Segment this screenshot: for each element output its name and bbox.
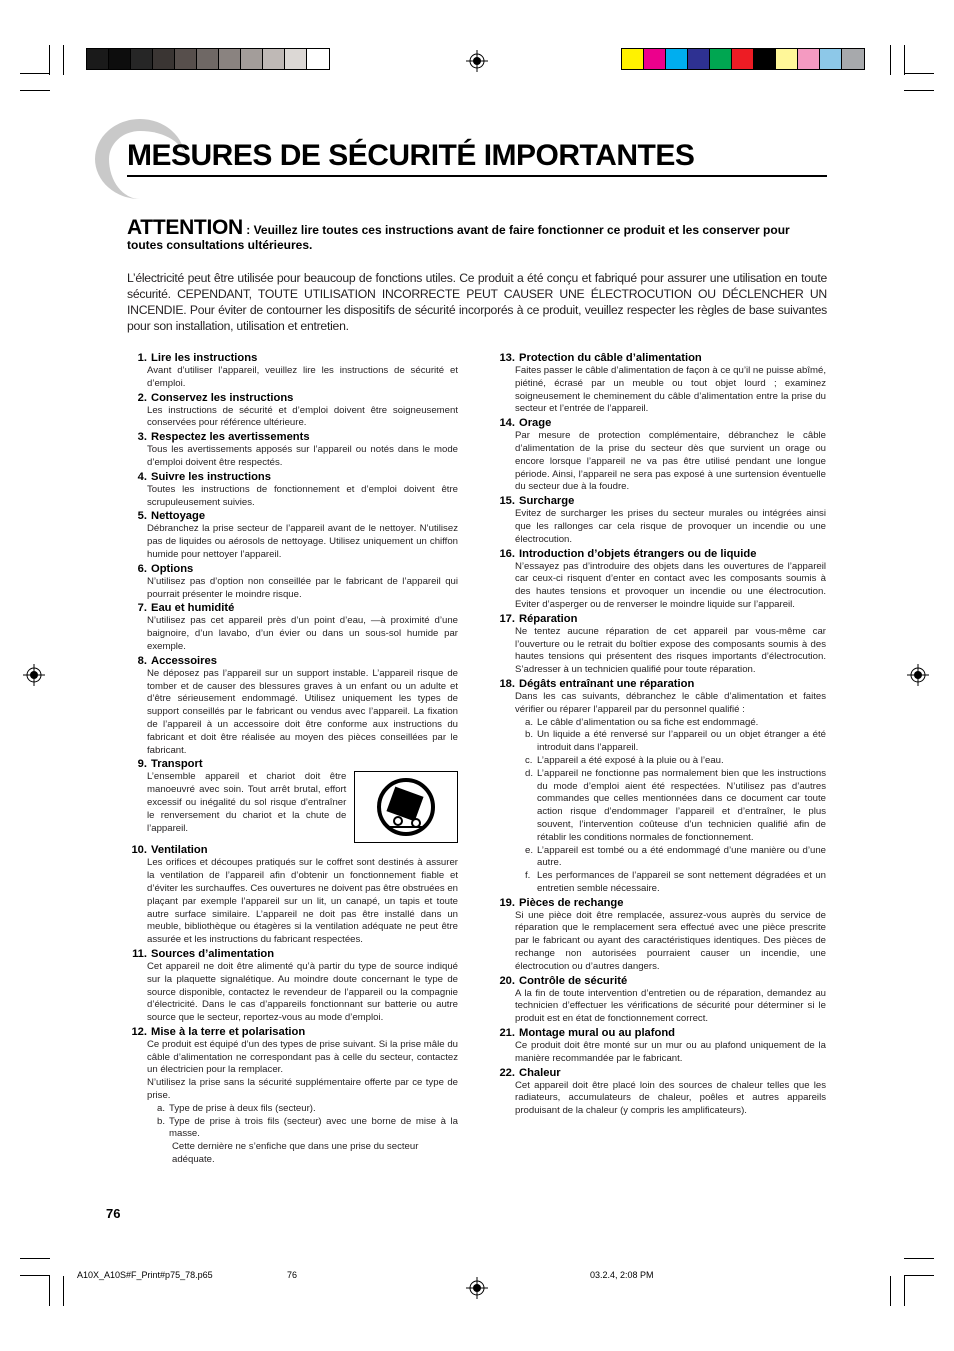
item-number: 20. — [499, 974, 515, 987]
attention-text: : Veuillez lire toutes ces instructions avant de faire fonctionner ce produit et les conserver pour toutes consultations ultérieures. — [127, 223, 790, 252]
item-title — [127, 352, 458, 365]
color-swatch — [732, 49, 754, 69]
item-title — [495, 897, 826, 910]
item-title-text: Eau et humidité — [151, 602, 235, 615]
footer-date: 03.2.4, 2:08 PM — [590, 1270, 654, 1280]
sub-item-marker: f. — [525, 870, 531, 882]
color-swatch — [307, 49, 329, 69]
sub-item-text: Type de prise à deux fils (secteur). — [169, 1102, 316, 1114]
crop-mark — [20, 1258, 50, 1259]
list-item — [495, 352, 826, 416]
sub-item — [495, 717, 826, 730]
item-number: 15. — [499, 495, 515, 508]
item-title — [495, 548, 826, 561]
sub-item-text: L’appareil est tombé ou a été endommagé d’une manière ou d’une autre. — [537, 844, 826, 869]
color-swatch — [754, 49, 776, 69]
page-number: 76 — [106, 1206, 121, 1221]
item-title-text: Réparation — [519, 612, 578, 625]
sub-item-text: Le câble d’alimentation ou sa fiche est endommagé. — [537, 716, 759, 728]
item-body: N’utilisez pas cet appareil près d’un point d’eau, —à proximité d’une baignoire, d’un lavabo, d’un évier ou dans un sous-sol humide par exemple. — [147, 615, 458, 652]
item-title — [495, 1027, 826, 1040]
list-item — [127, 563, 458, 602]
footer-file: A10X_A10S#F_Print#p75_78.p65 — [77, 1270, 213, 1280]
color-swatch — [153, 49, 175, 69]
color-swatch — [688, 49, 710, 69]
sub-item-marker: b. — [157, 1115, 166, 1127]
item-number: 18. — [499, 677, 515, 690]
color-swatch — [175, 49, 197, 69]
sub-item-marker: d. — [525, 767, 534, 779]
item-number: 13. — [499, 352, 515, 364]
item-number: 17. — [499, 612, 515, 625]
item-title-text: Introduction d’objets étrangers ou de liquide — [519, 547, 757, 560]
item-title-text: Contrôle de sécurité — [519, 974, 628, 987]
color-swatch — [87, 49, 109, 69]
list-item — [495, 1027, 826, 1066]
list-item — [127, 948, 458, 1025]
list-item — [127, 352, 458, 391]
color-swatch — [241, 49, 263, 69]
intro-paragraph: L’électricité peut être utilisée pour beaucoup de fonctions utiles. Ce produit a été conçu et fabriqué pour assurer une utilisation en toute sécurité. CEPENDANT, TOUTE UTILISATION INCORRECTE PEUT CAUSER UNE ÉLECTROCUTION OU DÉCLENCHER UN INCENDIE. Pour éviter de contourner les dispositifs de sécurité incorporés à ce produit, veuillez respecter les règles de base suivantes pour son installation, utilisation et entretien. — [127, 271, 827, 333]
color-swatch — [285, 49, 307, 69]
attention-word: ATTENTION — [127, 216, 243, 239]
sub-item-continuation: Cette dernière ne s’enfiche que dans une prise du secteur adéquate. — [172, 1141, 419, 1166]
color-swatch — [776, 49, 798, 69]
item-number: 8. — [137, 654, 147, 667]
item-title — [127, 602, 458, 615]
item-number: 2. — [137, 391, 147, 404]
item-body: Avant d’utiliser l’appareil, veuillez lire les instructions de sécurité et d’emploi. — [147, 365, 458, 389]
item-title-text: Sources d’alimentation — [151, 947, 275, 960]
title-underline — [127, 175, 827, 177]
item-body: Par mesure de protection complémentaire, débranchez le câble d’alimentation de la prise du secteur dès que survient un orage ou encore lorsque l’appareil ne va pas être utilisé pendant une longue période. Ainsi, l’appareil ne sera pas exposé à une surtension éventuelle du secteur due à la foudre. — [515, 430, 826, 493]
item-title — [495, 613, 826, 626]
item-number: 9. — [137, 758, 147, 771]
item-number: 11. — [132, 947, 147, 960]
list-item — [127, 602, 458, 653]
right-column — [495, 351, 826, 1118]
crop-mark — [63, 45, 64, 75]
item-body: N’essayez pas d’introduire des objets dans les ouvertures de l’appareil car ceux-ci risquent d’enter en contact avec les composants soumis à des hautes tensions et provoquer un incendie ou une électrocution. Eviter d’asperger ou de renverser le moindre liquide sur l’appareil. — [515, 560, 826, 610]
color-swatch — [666, 49, 688, 69]
item-title — [127, 392, 458, 405]
item-title-text: Pièces de rechange — [519, 896, 624, 909]
crop-mark — [20, 90, 50, 91]
item-title-text: Suivre les instructions — [151, 470, 271, 483]
list-item — [127, 471, 458, 510]
item-number: 16. — [499, 547, 515, 560]
registration-mark-icon — [907, 664, 929, 686]
item-title — [127, 563, 458, 576]
crop-mark — [890, 45, 891, 75]
item-body: A la fin de toute intervention d’entretien ou de réparation, demandez au technicien d’effectuer les vérifications de sécurité pour déterminer si le produit est en état de fonctionnement correct. — [515, 987, 826, 1025]
item-title-text: Nettoyage — [151, 510, 206, 523]
item-title — [127, 471, 458, 484]
sub-item-text: Type de prise à trois fils (secteur) avec une borne de mise à la masse. — [169, 1115, 458, 1140]
item-title — [495, 975, 826, 988]
item-body: Si une pièce doit être remplacée, assurez-vous auprès du service de réparation que le remplacement sera effectué avec une pièce prescrite par le fabricant ou ayant des caractéristiques identiques. Des pièces de rechange non autorisées pourraient causer un incendie, une électrocution ou d’autres dangers. — [515, 909, 826, 972]
item-title-text: Respectez les avertissements — [151, 431, 310, 444]
color-swatch — [263, 49, 285, 69]
crop-mark — [904, 1276, 905, 1306]
crop-mark — [904, 73, 934, 74]
list-item — [495, 975, 826, 1026]
item-title-text: Montage mural ou au plafond — [519, 1027, 676, 1040]
footer-page: 76 — [287, 1270, 298, 1280]
item-title — [495, 495, 826, 508]
color-swatch — [644, 49, 666, 69]
item-number: 12. — [131, 1025, 147, 1038]
sub-item — [495, 729, 826, 755]
sub-item — [127, 1103, 458, 1116]
item-body: Ne déposez pas l’appareil sur un support instable. L’appareil risque de tomber et de causer des blessures graves à un enfant ou un adulte et d’être sérieusement endommagé. Utilisez uniquement les types de support conseillés par le fabricant ou vendus avec l’appareil. La fixation de l’appareil à un accessoire doit être conforme aux instructions du fabricant et doit être réalisée au moyen des pièces conseillées par le fabricant. — [147, 667, 458, 756]
list-item — [127, 510, 458, 561]
attention-block — [127, 216, 827, 253]
item-number: 3. — [137, 431, 147, 444]
sub-item — [127, 1116, 458, 1142]
color-swatch — [622, 49, 644, 69]
item-title — [127, 510, 458, 523]
list-item — [495, 897, 826, 974]
sub-item-marker: a. — [525, 716, 534, 728]
item-number: 1. — [137, 352, 147, 364]
item-number: 7. — [137, 602, 147, 615]
list-item — [127, 1026, 458, 1103]
list-item — [127, 758, 458, 843]
sub-item-marker: c. — [525, 754, 533, 766]
sub-item — [495, 768, 826, 845]
left-column — [127, 351, 458, 1167]
sub-item — [495, 845, 826, 871]
color-swatch — [197, 49, 219, 69]
sub-item-text: L’appareil ne fonctionne pas normalement bien que les instructions du mode d’emploi aient été respectées. N’utilisez pas d’autres commandes que celles mentionnées dans ce document car toute action risque d’endommager l’appareil et d’entraîner, le plus souvent, l’intervention coûteuse d’un technicien qualifié afin de rétablir les conditions normales de fonctionnement. — [537, 767, 826, 843]
crop-mark — [904, 1258, 934, 1259]
item-title-text: Ventilation — [151, 844, 208, 857]
item-body: Ne tentez aucune réparation de cet appareil par vous-même car l’ouverture ou le retrait du boîtier expose des composants soumis à des hautes tensions qui présentent des risques importants d’électrocution. S’adresser à un technicien qualifié pour toute réparation. — [515, 625, 826, 676]
crop-mark — [904, 90, 934, 91]
list-item — [127, 392, 458, 431]
list-item — [495, 417, 826, 494]
list-item — [495, 548, 826, 612]
color-swatch — [131, 49, 153, 69]
item-title-text: Chaleur — [519, 1066, 561, 1079]
list-item — [127, 431, 458, 470]
item-title — [495, 352, 826, 365]
item-title — [127, 948, 458, 961]
crop-mark — [63, 1276, 64, 1306]
color-swatch — [219, 49, 241, 69]
crop-mark — [49, 45, 50, 75]
sub-item-marker: a. — [157, 1102, 166, 1114]
item-number: 21. — [499, 1027, 515, 1040]
item-body: Les instructions de sécurité et d’emploi doivent être soigneusement conservées pour référence ultérieure. — [147, 404, 458, 429]
crop-mark — [20, 73, 50, 74]
item-title-text: Mise à la terre et polarisation — [151, 1025, 306, 1038]
item-title — [127, 1026, 458, 1039]
item-number: 10. — [131, 844, 147, 857]
item-title-text: Options — [151, 562, 194, 575]
registration-mark-icon — [466, 50, 488, 72]
item-body: Cet appareil ne doit être alimenté qu’à partir du type de source indiqué sur la plaquette signalétique. Au moindre doute concernant le type de source disponible, contactez le revendeur de l’appareil ou la compagnie d’électricité. Dans le cas d’appareils fonctionnant sur batterie ou autre source que le secteur, reportez-vous au mode d’emploi. — [147, 960, 458, 1024]
page-title: MESURES DE SÉCURITÉ IMPORTANTES — [127, 139, 695, 172]
color-swatch — [710, 49, 732, 69]
item-title-text: Conservez les instructions — [151, 391, 294, 404]
crop-mark — [904, 1275, 934, 1276]
item-body: Débranchez la prise secteur de l’appareil avant de le nettoyer. N’utilisez pas de liquides ou aérosols de nettoyage. Utilisez uniquement un chiffon humide pour nettoyer l’appareil. — [147, 523, 458, 560]
sub-item — [495, 755, 826, 768]
color-swatch — [798, 49, 820, 69]
item-title — [495, 1067, 826, 1080]
item-body: Les orifices et découpes pratiqués sur le coffret sont destinés à assurer la ventilation de l’appareil afin d’obtenir un fonctionnement fiable et d’éviter les surchauffes. Ces ouvertures ne doivent pas être obstruées en plaçant par exemple l’appareil sur un lit, un canapé, un tapis et toute autre surface similaire. L’appareil ne doit pas être installé dans un meuble, bibliothèque ou étagères si la ventilation adéquate ne peut être assurée et les instructions du fabricant respectées. — [147, 857, 458, 946]
sub-item — [495, 870, 826, 896]
item-number: 22. — [499, 1066, 515, 1079]
item-title-text: Dégâts entraînant une réparation — [519, 677, 695, 690]
item-title-text: Surcharge — [519, 495, 575, 508]
list-item — [495, 495, 826, 546]
item-title — [127, 655, 458, 668]
gray-calibration-bar — [86, 48, 330, 70]
item-number: 19. — [499, 896, 515, 909]
item-body: L’ensemble appareil et chariot doit être manoeuvré avec soin. Tout arrêt brutal, effort excessif ou inégalité du sol risque d’entraîner le renversement du chariot et la chute de l’appareil. — [147, 771, 347, 834]
item-number: 4. — [137, 470, 147, 483]
list-item — [127, 844, 458, 947]
item-body: N’utilisez pas d’option non conseillée par le fabricant de l’appareil qui pourrait présenter le moindre risque. — [147, 575, 458, 600]
item-title — [127, 431, 458, 444]
item-body: Tous les avertissements apposés sur l’appareil ou notés dans le mode d’emploi doivent être respectés. — [147, 444, 458, 468]
item-body: Dans les cas suivants, débranchez le câble d’alimentation et faites vérifier ou réparer l’appareil par du personnel qualifié : — [515, 690, 826, 715]
list-item — [127, 655, 458, 758]
item-title-text: Accessoires — [151, 654, 217, 667]
item-body: Cet appareil doit être placé loin des sources de chaleur telles que les radiateurs, accumulateurs de chaleur, poêles et autres appareils produisant de la chaleur (y compris les amplificateurs). — [515, 1079, 826, 1117]
list-item — [495, 613, 826, 677]
item-title — [127, 758, 458, 771]
sub-item-text: L’appareil a été exposé à la pluie ou à l’eau. — [537, 754, 724, 766]
crop-mark — [890, 1276, 891, 1306]
registration-mark-icon — [466, 1277, 488, 1299]
cart-warning-icon — [354, 771, 458, 843]
item-title — [495, 678, 826, 691]
color-swatch — [109, 49, 131, 69]
color-calibration-bar — [621, 48, 865, 70]
sub-item-marker: b. — [525, 729, 534, 741]
sub-item-text: Les performances de l’appareil se sont nettement dégradées et un entretien semble nécessaire. — [537, 870, 826, 894]
color-swatch — [842, 49, 864, 69]
registration-mark-icon — [23, 664, 45, 686]
sub-item-marker: e. — [525, 844, 534, 856]
item-number: 14. — [499, 417, 515, 430]
item-body: Toutes les instructions de fonctionnement et d’emploi doivent être scrupuleusement suivies. — [147, 483, 458, 508]
item-title-text: Lire les instructions — [151, 352, 258, 364]
crop-mark — [20, 1275, 50, 1276]
sub-item-text: Un liquide a été renversé sur l’appareil ou un objet étranger a été introduit dans l’appareil. — [537, 729, 826, 754]
item-body: Ce produit doit être monté sur un mur ou au plafond uniquement de la manière recommandée par le fabricant. — [515, 1040, 826, 1064]
item-number: 5. — [137, 510, 147, 523]
item-body: Evitez de surcharger les prises du secteur murales ou intégrées ainsi que les rallonges car cela risque de provoquer un incendie ou une électrocution. — [515, 508, 826, 545]
item-title-text: Orage — [519, 417, 552, 430]
item-number: 6. — [137, 562, 147, 575]
list-item — [495, 678, 826, 717]
item-title-text: Protection du câble d’alimentation — [519, 352, 702, 364]
item-title — [127, 844, 458, 857]
list-item — [495, 1067, 826, 1118]
item-title — [495, 417, 826, 430]
item-body: Faites passer le câble d’alimentation de façon à ce qu’il ne puisse abîmé, piétiné, écrasé par un meuble ou tout objet lourd ; examinez soigneusement le cheminement du câble d’alimentation entre la prise du secteur et l’entrée de l’appareil. — [515, 365, 826, 415]
color-swatch — [820, 49, 842, 69]
crop-mark — [49, 1276, 50, 1306]
crop-mark — [904, 45, 905, 75]
item-body: Ce produit est équipé d’un des types de prise suivant. Si la prise mâle du câble d’alimentation ne correspondant pas à celle du secteur, contactez un électricien pour la remplacer. N’utilisez la prise sans la sécurité supplémentaire offerte par ce type de prise. — [147, 1038, 458, 1102]
item-title-text: Transport — [151, 758, 203, 771]
